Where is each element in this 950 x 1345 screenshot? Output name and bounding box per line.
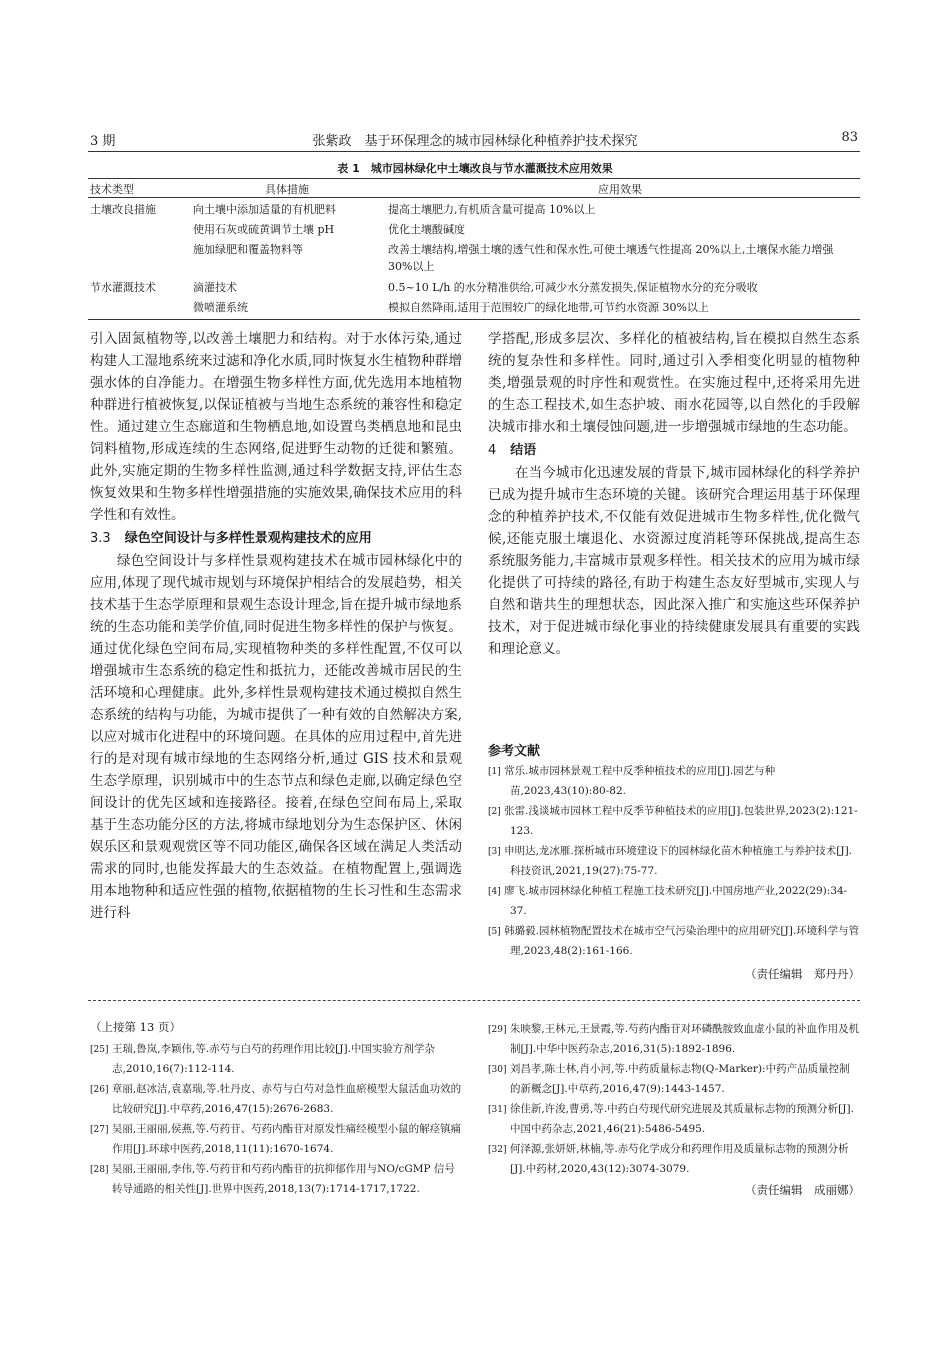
table-cell-measure: 滴灌技术	[193, 281, 237, 294]
reference-item: [4] 廖飞.城市园林绿化种植工程施工技术研究[J].中国房地产业,2022(29):34-37.	[488, 885, 848, 917]
paragraph: 引入固氮植物等,以改善土壤肥力和结构。对于水体污染,通过构建人工湿地系统来过滤和净化水质,同时恢复水生植物种群增强水体的自净能力。在增强生物多样性方面,优先选用本地植物种群进行植被恢复,以保证植被与当地生态系统的兼容性和稳定性。通过建立生态廊道和生物栖息地,如设置鸟类栖息地和昆虫饲料植物,形成连续的生态网络,促进野生动物的迁徙和繁殖。此外,实施定期的生物多样性监测,通过科学数据支持,评估生态恢复效果和生物多样性增强措施的实施效果,确保技术应用的科学性和有效性。	[90, 331, 462, 523]
continued-note: （上接第 13 页）	[90, 1020, 181, 1034]
table-cell-effect: 模拟自然降雨,适用于范围较广的绿化地带,可节约水资源 30%以上	[388, 301, 709, 314]
section-number: 4	[488, 443, 497, 458]
reference-item: [3] 申明达,龙冰雁.探析城市环境建设下的园林绿化苗木种植施工与养护技术[J].科技资讯,2021,19(27):75-77.	[488, 845, 853, 877]
reference-item: [5] 韩璐毅.园林植物配置技术在城市空气污染治理中的应用研究[J].环境科学与管理,2023,48(2):161-166.	[488, 925, 860, 957]
paragraph: 在当今城市化迅速发展的背景下,城市园林绿化的科学养护已成为提升城市生态环境的关键。该研究合理运用基于环保理念的种植养护技术,不仅能有效促进城市生物多样性,优化微气候,还能克服土壤退化、水资源过度消耗等环保挑战,提高生态系统服务能力,丰富城市景观多样性。相关技术的应用为城市绿化提供了可持续的路径,有助于构建生态友好型城市,实现人与自然和谐共生的理想状态，因此深入推广和实施这些环保养护技术，对于促进城市绿化事业的持续健康发展具有重要的实践和理论意义。	[488, 465, 860, 657]
table-cell-type: 土壤改良措施	[90, 203, 156, 216]
reference-item: [30] 刘昌孝,陈士林,肖小河,等.中药质量标志物(Q-Marker):中药产品质量控制的新概念[J].中草药,2016,47(9):1443-1457.	[488, 1063, 850, 1095]
reference-item: [31] 徐佳新,许浚,曹勇,等.中药白芍现代研究进展及其质量标志物的预测分析[J].中国中药杂志,2021,46(21):5486-5495.	[488, 1103, 854, 1135]
section-title: 绿色空间设计与多样性景观构建技术的应用	[124, 531, 372, 546]
reference-item: [2] 张雷.浅谈城市园林工程中反季节种植技术的应用[J].包装世界,2023(2):121-123.	[488, 805, 858, 837]
table-cell-effect: 改善土壤结构,增强土壤的透气性和保水性,可使土壤透气性提高 20%以上,土壤保水能力增强 30%以上	[388, 243, 834, 273]
table-cell-effect: 优化土壤酸碱度	[388, 223, 465, 236]
right-column	[488, 328, 860, 660]
section-heading	[90, 528, 462, 550]
table-cell-effect: 提高土壤肥力,有机质含量可提高 10%以上	[388, 203, 596, 216]
table-cell-measure: 微喷灌系统	[193, 301, 248, 314]
reference-item: [28] 吴丽,王丽丽,李伟,等.芍药苷和芍药内酯苷的抗抑郁作用与NO/cGMP 信号转导通路的相关性[J].世界中医药,2018,13(7):1714-1717,1722.	[90, 1163, 455, 1195]
running-title: 张紫政 基于环保理念的城市园林绿化种植养护技术探究	[312, 134, 638, 149]
reference-item: [29] 朱映黎,王林元,王景霞,等.芍药内酯苷对环磷酰胺致血虚小鼠的补血作用及机制[J].中华中医药杂志,2016,31(5):1892-1896.	[488, 1023, 860, 1055]
reference-item: [27] 吴丽,王丽丽,侯燕,等.芍药苷、芍药内酯苷对原发性痛经模型小鼠的解痉镇痛作用[J].环球中医药,2018,11(11):1670-1674.	[90, 1123, 462, 1155]
reference-item: [32] 何泽源,张妍妍,林楠,等.赤芍化学成分和药理作用及质量标志物的预测分析[J].中药材,2020,43(12):3074-3079.	[488, 1143, 849, 1175]
editor-note: （责任编辑 郑丹丹）	[745, 967, 860, 981]
table-cell-measure: 向土壤中添加适量的有机肥料	[193, 203, 336, 216]
table-header-type: 技术类型	[90, 183, 134, 196]
section-heading	[488, 440, 860, 462]
header-rule	[88, 151, 860, 152]
reference-item: [26] 章丽,赵冰洁,袁嘉瑞,等.牡丹皮、赤芍与白芍对急性血瘀模型大鼠活血功效的比较研究[J].中草药,2016,47(15):2676-2683.	[90, 1083, 462, 1115]
table-bottom-rule	[88, 319, 860, 320]
reference-item: [25] 王瑞,鲁岚,李颖伟,等.赤芍与白芍的药理作用比较[J].中国实验方剂学杂志,2010,16(7):112-114.	[90, 1043, 435, 1075]
table-cell-measure: 使用石灰或硫黄调节土壤 pH	[193, 223, 335, 236]
section-number: 3.3	[90, 531, 111, 546]
table-top-rule	[88, 178, 860, 179]
table-header-rule	[88, 197, 860, 198]
left-column	[90, 328, 462, 924]
paragraph: 学搭配,形成多层次、多样化的植被结构,旨在模拟自然生态系统的复杂性和多样性。同时,通过引入季相变化明显的植物种类,增强景观的时序性和观赏性。在实施过程中,还将采用先进的生态工程技术,如生态护坡、雨水花园等,以自然化的手段解决城市排水和土壤侵蚀问题,进一步增强城市绿地的生态功能。	[488, 331, 860, 435]
reference-item: [1] 常乐.城市园林景观工程中反季种植技术的应用[J].园艺与种苗,2023,43(10):80-82.	[488, 765, 776, 797]
table-header-measure: 具体措施	[265, 183, 309, 196]
section-title: 结语	[510, 443, 537, 458]
issue-number: 3 期	[90, 134, 116, 149]
table-caption: 表 1 城市园林绿化中土壤改良与节水灌溉技术应用效果	[337, 162, 613, 175]
page-number: 83	[841, 130, 858, 145]
references-title: 参考文献	[488, 744, 541, 759]
editor-note: （责任编辑 成丽娜）	[745, 1183, 860, 1197]
reference-list	[488, 762, 860, 962]
table-cell-type: 节水灌溉技术	[90, 281, 156, 294]
lower-left-references	[90, 1018, 462, 1200]
paragraph: 绿色空间设计与多样性景观构建技术在城市园林绿化中的应用,体现了现代城市规划与环境保护相结合的发展趋势，相关技术基于生态学原理和景观生态设计理念,旨在提升城市绿地系统的生态功能和美学价值,同时促进生物多样性的保护与恢复。通过优化绿色空间布局,实现植物种类的多样性配置,不仅可以增强城市生态系统的稳定性和抵抗力，还能改善城市居民的生活环境和心理健康。此外,多样性景观构建技术通过模拟自然生态系统的结构与功能，为城市提供了一种有效的自然解决方案,以应对城市化进程中的环境问题。在具体的应用过程中,首先进行的是对现有城市绿地的生态网络分析,通过 GIS 技术和景观生态学原理，识别城市中的生态节点和绿色走廊,以确定绿色空间设计的优先区域和连接路径。接着,在绿色空间布局上,采取基于生态功能分区的方法,将城市绿地划分为生态保护区、休闲娱乐区和景观观赏区等不同功能区,确保各区域在满足人类活动需求的同时,也能发挥最大的生态效益。在植物配置上,强调选用本地物种和适应性强的植物,依据植物的生长习性和生态需求进行科	[90, 553, 462, 921]
table-header-effect: 应用效果	[598, 183, 642, 196]
table-cell-measure: 施加绿肥和覆盖物料等	[193, 243, 303, 256]
table-cell-effect: 0.5~10 L/h 的水分精准供给,可减少水分蒸发损失,保证植物水分的充分吸收	[388, 281, 758, 294]
section-separator	[88, 1000, 860, 1001]
lower-right-references	[488, 1020, 860, 1200]
